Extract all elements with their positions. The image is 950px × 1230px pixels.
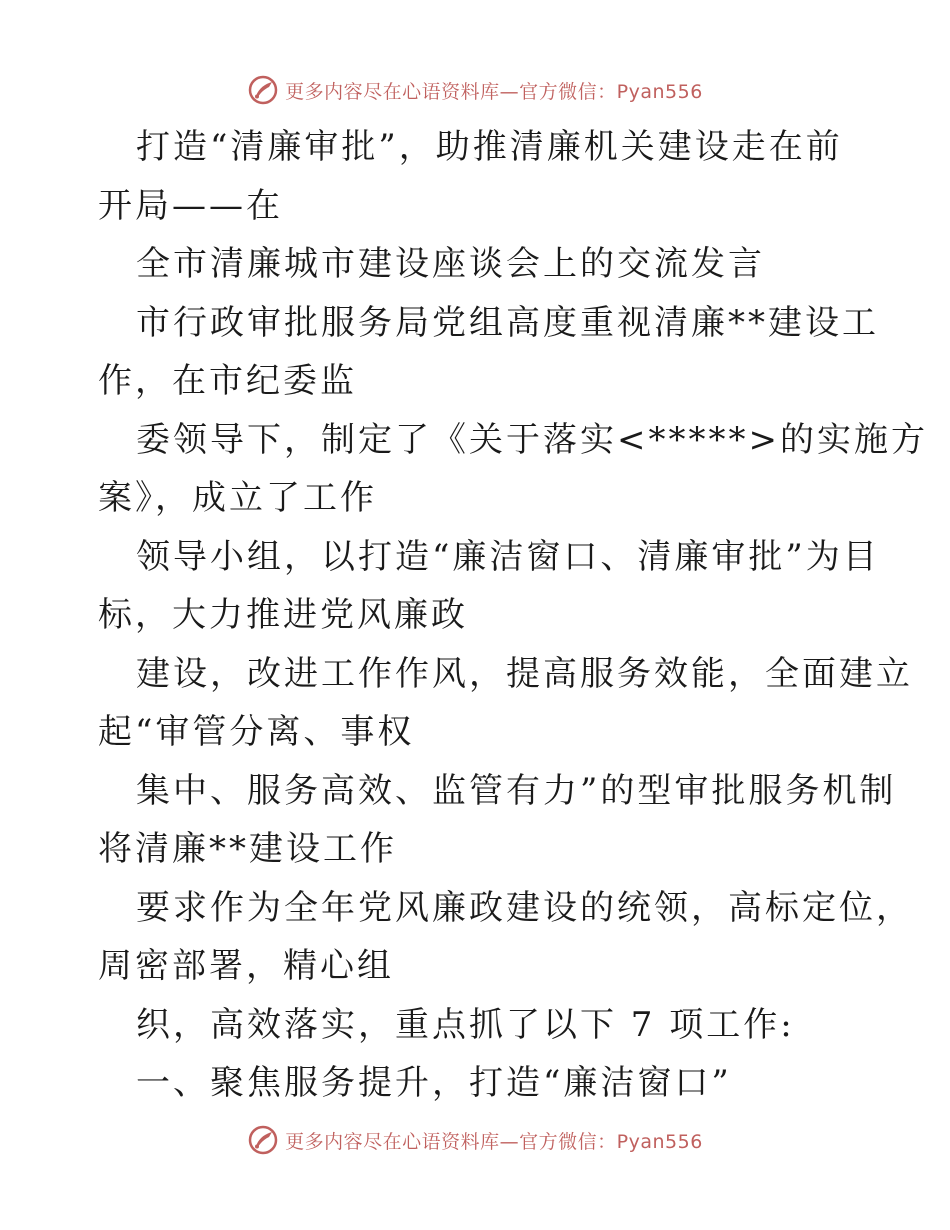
text-line: 打造“清廉审批”，助推清廉机关建设走在前 [136, 127, 843, 167]
watermark-text: 更多内容尽在心语资料库—官方微信：Pyan556 [285, 80, 703, 103]
text-line: 开局——在 [98, 185, 283, 226]
text-line: 一、聚焦服务提升，打造“廉洁窗口” [136, 1063, 732, 1103]
text-line: 集中、服务高效、监管有力”的型审批服务机制 [136, 770, 897, 811]
footer-watermark [0, 1120, 950, 1160]
text-line: 建设，改进工作作风，提高服务效能，全面建立 [136, 653, 913, 694]
text-line: 全市清廉城市建设座谈会上的交流发言 [136, 244, 765, 284]
header-watermark [0, 70, 950, 110]
text-line: 织，高效落实，重点抓了以下 7 项工作: [136, 1004, 795, 1045]
watermark-text: 更多内容尽在心语资料库—官方微信：Pyan556 [285, 1130, 703, 1153]
text-line: 要求作为全年党风廉政建设的统领，高标定位， [136, 887, 913, 928]
text-line: 市行政审批服务局党组高度重视清廉**建设工 [136, 302, 879, 343]
brush-pen-logo-icon [247, 74, 279, 106]
text-line: 作，在市纪委监 [98, 361, 357, 401]
document-body [98, 118, 928, 1113]
text-line: 将清廉**建设工作 [98, 829, 397, 869]
text-line: 起“审管分离、事权 [98, 712, 415, 752]
brush-pen-logo-icon [247, 1124, 279, 1156]
text-line: 周密部署，精心组 [98, 946, 394, 986]
text-line: 案》，成立了工作 [98, 478, 377, 518]
text-line: 委领导下，制定了《关于落实<*****>的实施方 [136, 419, 928, 460]
text-line: 领导小组，以打造“廉洁窗口、清廉审批”为目 [136, 536, 880, 577]
text-line: 标，大力推进党风廉政 [98, 595, 468, 635]
